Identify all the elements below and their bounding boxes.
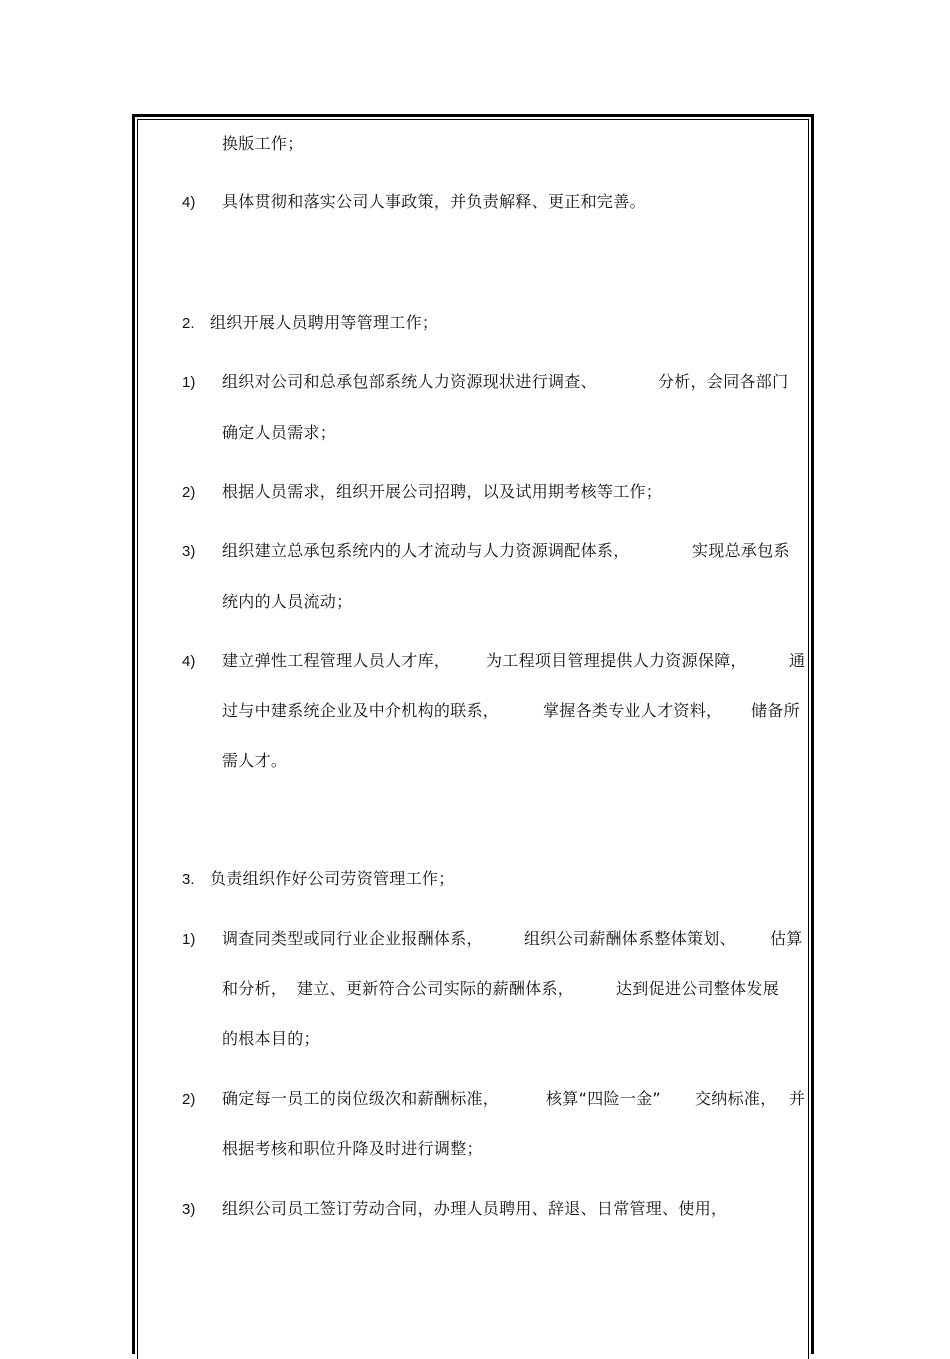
inner-table-border <box>137 119 809 1359</box>
item-number: 3) <box>182 543 196 560</box>
item-number: 3) <box>182 1201 196 1218</box>
section-heading-3: 负责组织作好公司劳资管理工作； <box>210 869 455 888</box>
item-number: 4) <box>182 194 196 211</box>
text-line-10c: 储备所 <box>751 701 800 720</box>
section-number: 2. <box>182 315 195 332</box>
text-line-5: 确定人员需求； <box>222 423 337 442</box>
text-line-4a: 组织对公司和总承包部系统人力资源现状进行调查、 <box>222 372 597 391</box>
item-number: 4) <box>182 653 196 670</box>
section-number: 3. <box>182 871 195 888</box>
text-line-16c: 交纳标准， <box>695 1089 777 1108</box>
text-line-7a: 组织建立总承包系统内的人才流动与人力资源调配体系， <box>222 541 630 560</box>
text-line-4b: 分析，会同各部门 <box>658 372 789 391</box>
text-line-7b: 实现总承包系 <box>692 541 790 560</box>
text-line-13b: 组织公司薪酬体系整体策划、 <box>524 929 736 948</box>
text-line-17: 根据考核和职位升降及时进行调整； <box>222 1139 483 1158</box>
text-line-16a: 确定每一员工的岗位级次和薪酬标准， <box>222 1089 500 1108</box>
text-line-1: 换版工作； <box>222 134 304 153</box>
item-number: 1) <box>182 374 196 391</box>
item-number: 2) <box>182 484 196 501</box>
text-line-6: 根据人员需求，组织开展公司招聘，以及试用期考核等工作； <box>222 482 663 501</box>
text-line-16b: 核算“四险一金” <box>546 1089 661 1108</box>
text-line-15: 的根本目的； <box>222 1029 320 1048</box>
section-heading-2: 组织开展人员聘用等管理工作； <box>210 313 439 332</box>
text-line-11: 需人才。 <box>222 751 288 770</box>
text-line-9c: 通 <box>789 651 806 670</box>
text-line-10b: 掌握各类专业人才资料， <box>543 701 723 720</box>
item-number: 1) <box>182 931 196 948</box>
text-line-13c: 估算 <box>770 929 803 948</box>
text-line-9b: 为工程项目管理提供人力资源保障， <box>486 651 747 670</box>
text-line-2: 具体贯彻和落实公司人事政策，并负责解释、更正和完善。 <box>222 192 646 211</box>
text-line-14c: 达到促进公司整体发展 <box>616 979 780 998</box>
text-line-14b: 建立、更新符合公司实际的薪酬体系， <box>297 979 575 998</box>
text-line-14a: 和分析， <box>222 979 288 998</box>
item-number: 2) <box>182 1091 196 1108</box>
text-line-16d: 并 <box>789 1089 806 1108</box>
text-line-9a: 建立弹性工程管理人员人才库， <box>222 651 451 670</box>
text-line-8: 统内的人员流动； <box>222 592 353 611</box>
text-line-10a: 过与中建系统企业及中介机构的联系， <box>222 701 500 720</box>
text-line-13a: 调查同类型或同行业企业报酬体系， <box>222 929 483 948</box>
text-line-18: 组织公司员工签订劳动合同，办理人员聘用、辞退、日常管理、使用， <box>222 1199 728 1218</box>
